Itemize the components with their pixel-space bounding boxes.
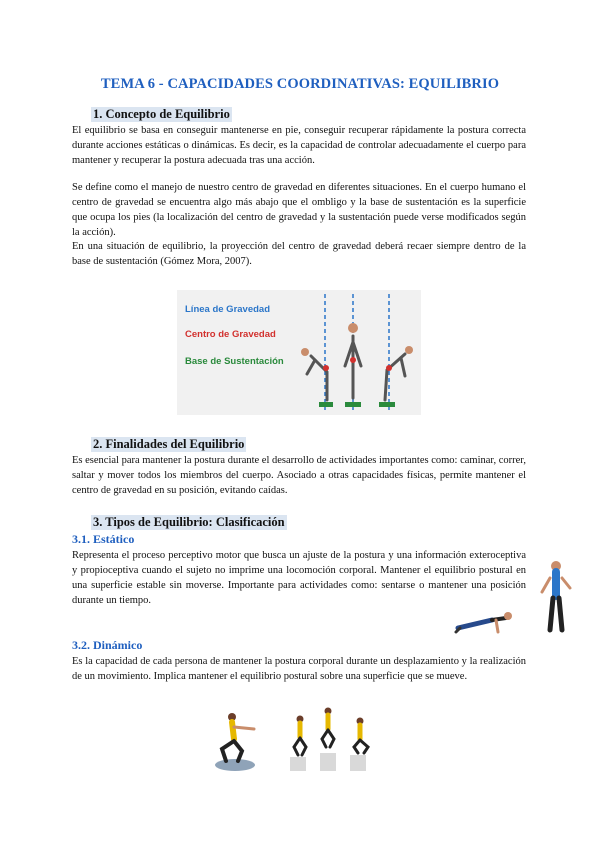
paragraph-finalidades: Es esencial para mantener la postura durante el desarrollo de actividades importantes como: caminar, correr, saltar y mover todos los miembros del cuerpo. Asociado a otras capacidades físicas, permite mantener el centro de gravedad en su posición, evitando caídas. [72,455,526,496]
posture-figures [293,290,421,415]
base-2 [345,402,361,407]
paragraph-dinamico: Es la capacidad de cada persona de mantener la postura corporal durante un desplazamiento y la realización de un movimiento. Implica mantener el equilibrio postural sobre una superficie que se mueve. [72,656,526,682]
paragraph-concepto-3: En una situación de equilibrio, la proyección del centro de gravedad deberá recaer siempre dentro de la base de sustentación (Gómez Mora, 2007). [72,241,526,267]
section-heading-tipos: 3. Tipos de Equilibrio: Clasificación [93,515,285,529]
base-3 [379,402,395,407]
paragraph-estatico: Representa el proceso perceptivo motor que busca un ajuste de la postura y una información exteroceptiva y propioceptiva cuando el sujeto no imprime una locomoción corporal. Mantener el equilibrio postural en una superficie estable sin moverse. Importante para actividades como: sentarse o mantener una posición durante un tiempo. [72,550,526,606]
label-centro-gravedad: Centro de Gravedad [185,329,276,340]
standing-athlete-image [536,558,576,634]
center-2 [350,357,356,363]
paragraph-concepto-2: Se define como el manejo de nuestro centro de gravedad en diferentes situaciones. En el cuerpo humano el centro de gravedad se encuentra algo más abajo que el ombligo y la base de sustentación es la superficie que ocupa los pies (la localización del centro de gravedad y la sustentación puede verse modificados según la acción). [72,182,526,238]
box-jump-athletes [290,708,368,772]
paragraph-concepto-1: El equilibrio se basa en conseguir mantenerse en pie, conseguir recuperar rápidamente la postura correcta durante acciones estáticas o dinámicas. Es decir, es la capacidad de controlar adecuadamente el cuerpo para mantener y recuperar la postura adecuada tras una acción. [72,125,526,166]
subsection-heading-estatico: 3.1. Estático [72,532,135,546]
dynamic-balance-images [210,707,392,777]
gravity-diagram [177,290,421,415]
section-heading-finalidades: 2. Finalidades del Equilibrio [93,437,245,451]
label-base-sustentacion: Base de Sustentación [185,356,284,367]
center-3 [386,365,392,371]
document-title: TEMA 6 - CAPACIDADES COORDINATIVAS: EQUILIBRIO [100,76,500,92]
label-linea-gravedad: Línea de Gravedad [185,304,271,315]
section-heading-concepto: 1. Concepto de Equilibrio [93,107,230,121]
figure-bending-left [301,348,327,400]
base-1 [319,402,333,407]
plank-athlete-image [452,598,512,638]
center-1 [323,365,329,371]
balance-disc-athlete [215,713,255,771]
subsection-heading-dinamico: 3.2. Dinámico [72,638,143,652]
